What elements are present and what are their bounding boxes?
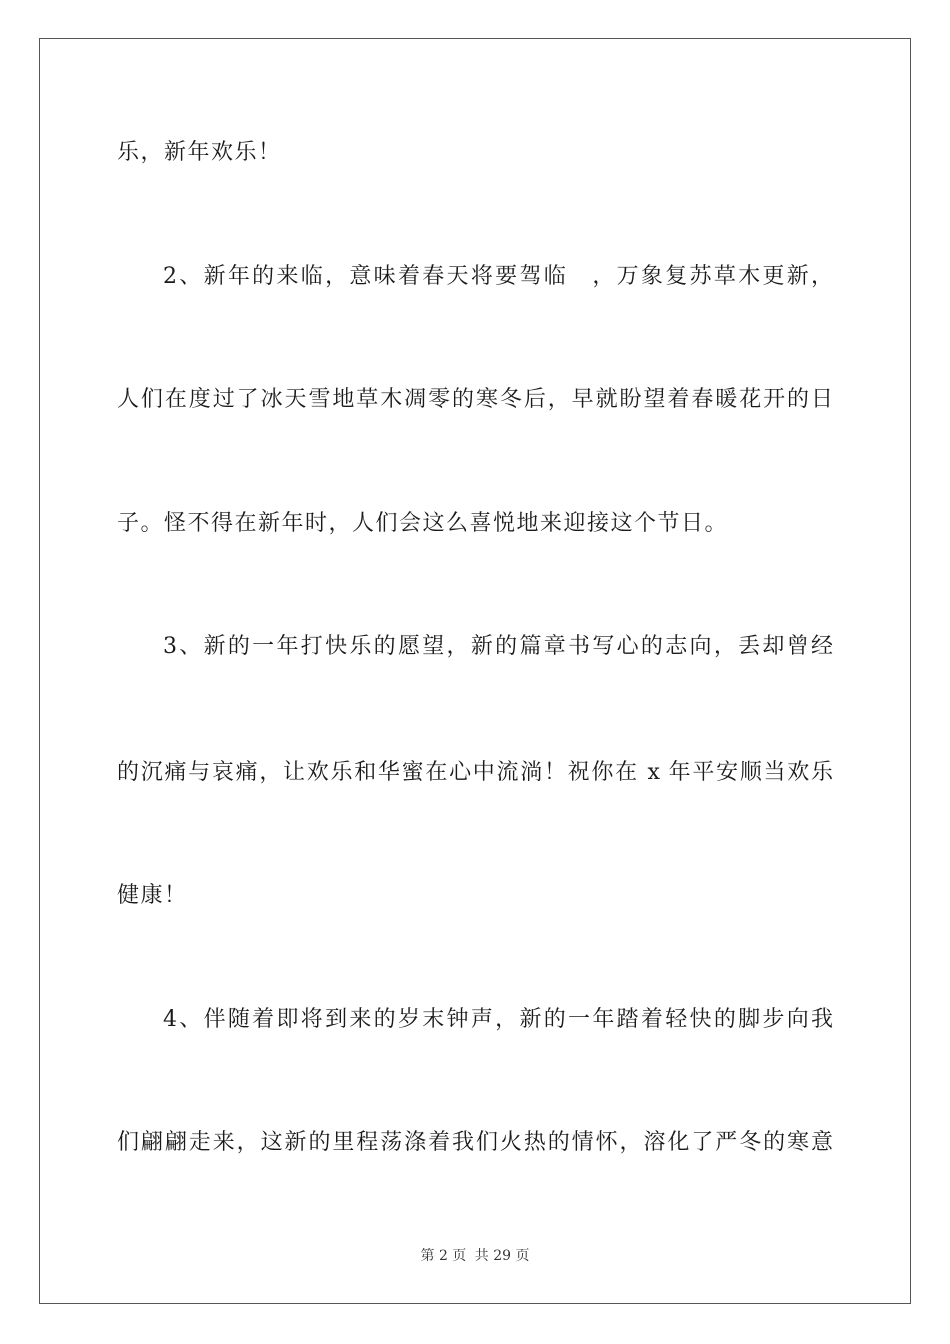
text-line-9: 们翩翩走来，这新的里程荡涤着我们火热的情怀，溶化了严冬的寒意	[117, 1130, 833, 1155]
page-total: 共 29 页	[474, 1248, 530, 1264]
text-line-8: 4、伴随着即将到来的岁末钟声，新的一年踏着轻快的脚步向我	[163, 1007, 833, 1032]
text-line-7: 健康！	[117, 883, 188, 908]
text-line-2: 2、新年的来临，意味着春天将要驾临 ，万象复苏草木更新，	[163, 264, 833, 289]
page-number: 第 2 页	[420, 1248, 467, 1264]
text-line-6: 的沉痛与哀痛，让欢乐和华蜜在心中流淌！祝你在 x 年平安顺当欢乐	[117, 760, 833, 785]
page-footer	[0, 1247, 950, 1265]
page-frame	[39, 38, 911, 1304]
text-line-4: 子。怪不得在新年时，人们会这么喜悦地来迎接这个节日。	[117, 511, 729, 536]
text-line-5: 3、新的一年打快乐的愿望，新的篇章书写心的志向，丢却曾经	[163, 634, 833, 659]
text-line-3: 人们在度过了冰天雪地草木凋零的寒冬后，早就盼望着春暖花开的日	[117, 387, 833, 412]
text-line-1: 乐，新年欢乐！	[117, 140, 282, 165]
